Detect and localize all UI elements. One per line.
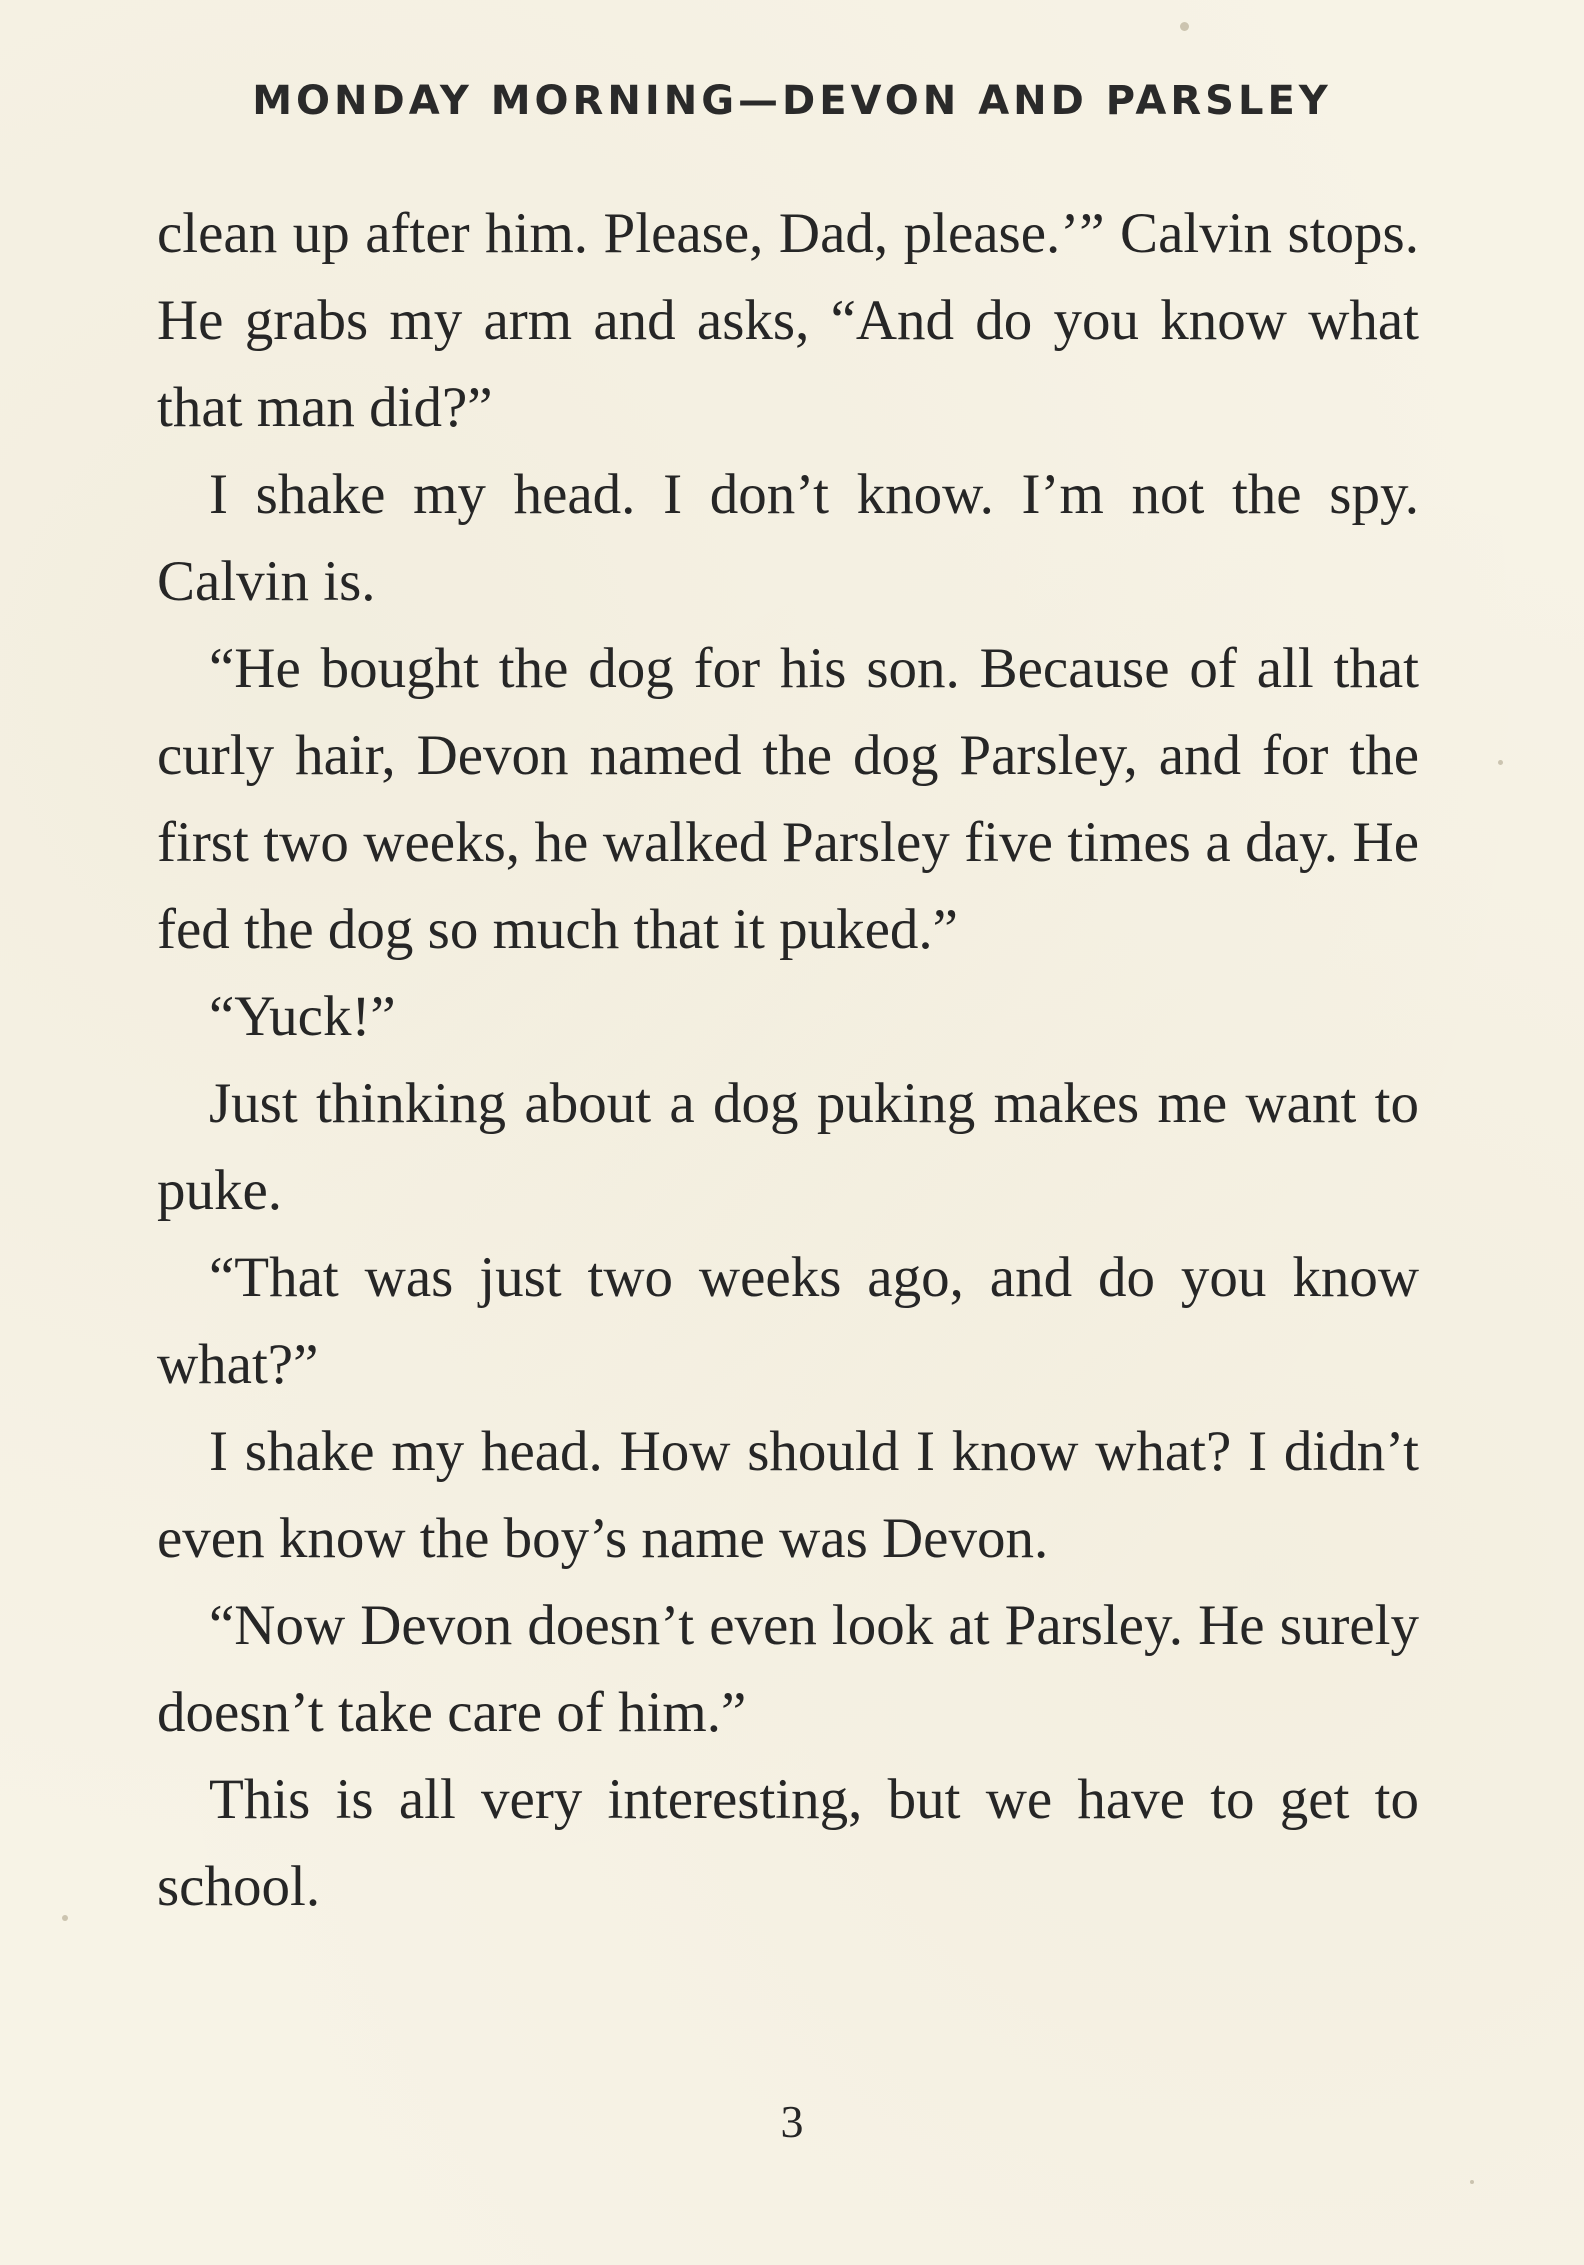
body-text: [157, 190, 1419, 1930]
paper-speck: [1180, 22, 1189, 31]
paragraph: This is all very interesting, but we have to get to school.: [157, 1768, 1419, 1918]
paragraph: “That was just two weeks ago, and do you know what?”: [157, 1246, 1419, 1396]
paragraph: I shake my head. How should I know what? I didn’t even know the boy’s name was Devon.: [157, 1420, 1419, 1570]
paper-speck: [1470, 2180, 1474, 2184]
page-number: 3: [780, 2096, 804, 2147]
paragraph: Just thinking about a dog puking makes me want to puke.: [157, 1072, 1419, 1222]
running-head: MONDAY MORNING—DEVON AND PARSLEY: [252, 78, 1332, 124]
paper-speck: [62, 1915, 68, 1921]
paragraph: “Yuck!”: [209, 985, 396, 1048]
paragraph: “Now Devon doesn’t even look at Parsley. He surely doesn’t take care of him.”: [157, 1594, 1419, 1744]
paragraph: “He bought the dog for his son. Because of all that curly hair, Devon named the dog Parsley, and for the first two weeks, he walked Parsley five times a day. He fed the dog so much that it puked.”: [157, 637, 1419, 961]
paragraph: I shake my head. I don’t know. I’m not the spy. Calvin is.: [157, 463, 1419, 613]
paragraph: clean up after him. Please, Dad, please.’” Calvin stops. He grabs my arm and asks, “And do you know what that man did?”: [157, 202, 1419, 439]
paper-speck: [1498, 760, 1503, 765]
